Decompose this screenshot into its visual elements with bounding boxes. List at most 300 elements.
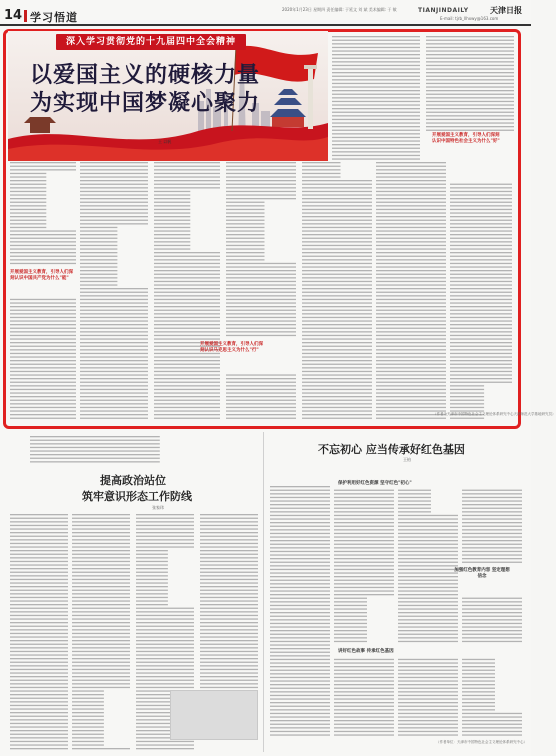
text-line — [72, 636, 130, 637]
text-line — [376, 403, 446, 404]
text-line — [376, 277, 446, 278]
text-line — [334, 490, 394, 491]
feature-banner — [8, 31, 328, 161]
text-line — [10, 353, 76, 354]
text-line — [450, 266, 512, 267]
text-line — [154, 302, 220, 303]
text-line — [154, 234, 190, 235]
text-line — [10, 367, 76, 368]
feature-kicker: 深入学习贯彻党的十九届四中全会精神 — [56, 34, 246, 50]
text-line — [376, 256, 446, 257]
text-line — [302, 270, 372, 271]
text-line — [80, 216, 148, 217]
text-line — [72, 561, 130, 562]
text-line — [270, 572, 330, 573]
text-line — [72, 525, 130, 526]
text-line — [226, 205, 265, 206]
text-line — [200, 633, 258, 634]
text-line — [10, 371, 76, 372]
text-line — [270, 576, 330, 577]
text-line — [334, 605, 367, 606]
text-line — [154, 407, 220, 408]
text-line — [334, 558, 394, 559]
text-line — [72, 658, 130, 659]
text-line — [450, 187, 512, 188]
text-line — [398, 706, 458, 707]
text-line — [10, 212, 46, 213]
text-line — [398, 580, 458, 581]
text-line — [154, 166, 220, 167]
text-line — [302, 184, 372, 185]
text-line — [154, 252, 220, 253]
text-line — [398, 680, 458, 681]
text-line — [270, 601, 330, 602]
text-line — [450, 396, 484, 397]
text-line — [332, 79, 420, 80]
text-line — [398, 713, 458, 714]
text-line — [226, 284, 296, 285]
text-line — [10, 521, 68, 522]
text-line — [72, 586, 130, 587]
text-line — [376, 288, 446, 289]
text-line — [332, 47, 420, 48]
text-line — [154, 270, 220, 271]
text-line — [80, 205, 148, 206]
text-line — [376, 241, 446, 242]
text-line — [10, 418, 76, 419]
text-line — [10, 320, 76, 321]
text-line — [332, 36, 420, 37]
text-line — [270, 716, 330, 717]
text-line — [302, 360, 372, 361]
text-line — [450, 299, 512, 300]
text-line — [72, 744, 104, 745]
text-line — [72, 701, 104, 702]
text-line — [72, 672, 130, 673]
text-line — [72, 734, 104, 735]
text-line — [154, 259, 220, 260]
text-line — [450, 194, 512, 195]
text-line — [10, 356, 76, 357]
text-line — [398, 587, 458, 588]
text-line — [136, 633, 194, 634]
text-line — [72, 536, 130, 537]
text-line — [80, 238, 117, 239]
text-line — [226, 223, 265, 224]
text-line — [270, 630, 330, 631]
text-line — [10, 310, 76, 311]
text-line — [334, 626, 367, 627]
text-line — [426, 40, 514, 41]
text-line — [10, 687, 68, 688]
text-line — [80, 328, 148, 329]
text-line — [270, 490, 330, 491]
text-line — [334, 511, 394, 512]
text-line — [376, 310, 446, 311]
text-line — [462, 659, 495, 660]
text-line — [426, 122, 514, 123]
text-line — [450, 385, 484, 386]
text-line — [450, 284, 512, 285]
text-line — [376, 324, 446, 325]
text-line — [226, 198, 296, 199]
text-line — [226, 320, 296, 321]
column-divider — [263, 432, 264, 752]
text-line — [136, 644, 194, 645]
text-line — [226, 252, 265, 253]
text-line — [80, 306, 148, 307]
text-line — [10, 202, 46, 203]
text-line — [302, 198, 372, 199]
text-line — [226, 324, 296, 325]
text-line — [136, 554, 168, 555]
text-line — [10, 716, 68, 717]
text-line — [10, 360, 76, 361]
text-line — [10, 378, 76, 379]
text-line — [72, 665, 130, 666]
text-line — [334, 554, 394, 555]
text-line — [30, 454, 160, 455]
text-line — [334, 547, 394, 548]
text-line — [10, 532, 68, 533]
text-line — [334, 529, 394, 530]
text-line — [376, 270, 446, 271]
text-line — [302, 331, 372, 332]
text-line — [80, 191, 148, 192]
text-line — [462, 706, 495, 707]
text-line — [226, 317, 296, 318]
text-line — [30, 440, 160, 441]
text-line — [10, 633, 68, 634]
text-line — [450, 313, 512, 314]
text-line — [136, 647, 194, 648]
text-line — [334, 569, 394, 570]
text-line — [80, 274, 117, 275]
text-line — [302, 328, 372, 329]
text-line — [10, 403, 76, 404]
text-line — [398, 497, 431, 498]
text-line — [450, 302, 512, 303]
text-line — [450, 292, 512, 293]
text-line — [450, 184, 512, 185]
text-line — [376, 292, 446, 293]
text-line — [376, 313, 446, 314]
text-line — [154, 331, 220, 332]
text-line — [376, 216, 446, 217]
text-line — [200, 550, 258, 551]
text-line — [334, 709, 394, 710]
text-line — [154, 396, 220, 397]
text-line — [462, 551, 522, 552]
text-line — [10, 410, 76, 411]
text-line — [154, 306, 220, 307]
text-line — [302, 284, 372, 285]
text-line — [80, 180, 148, 181]
text-line — [80, 184, 148, 185]
text-line — [302, 324, 372, 325]
text-line — [80, 248, 117, 249]
text-line — [426, 94, 514, 95]
text-line — [226, 410, 296, 411]
text-line — [270, 670, 330, 671]
text-line — [334, 612, 367, 613]
text-line — [450, 252, 512, 253]
text-line — [72, 662, 130, 663]
text-line — [398, 724, 458, 725]
text-line — [10, 665, 68, 666]
text-line — [450, 324, 512, 325]
text-line — [10, 744, 68, 745]
text-line — [450, 338, 512, 339]
text-line — [302, 288, 372, 289]
text-line — [334, 526, 394, 527]
text-line — [334, 720, 394, 721]
text-line — [376, 176, 446, 177]
text-line — [398, 702, 458, 703]
text-line — [10, 299, 76, 300]
text-line — [334, 576, 394, 577]
text-line — [10, 306, 76, 307]
text-line — [72, 737, 104, 738]
text-line — [80, 202, 148, 203]
text-line — [200, 644, 258, 645]
text-line — [462, 515, 522, 516]
text-line — [154, 176, 220, 177]
text-line — [376, 328, 446, 329]
text-line — [154, 180, 220, 181]
text-line — [72, 654, 130, 655]
text-line — [136, 622, 194, 623]
text-line — [462, 709, 495, 710]
text-line — [226, 266, 296, 267]
text-line — [136, 640, 194, 641]
text-line — [302, 180, 372, 181]
text-line — [10, 723, 68, 724]
text-line — [80, 173, 148, 174]
text-line — [10, 518, 68, 519]
text-line — [398, 515, 458, 516]
text-line — [462, 662, 495, 663]
text-line — [226, 335, 296, 336]
text-line — [10, 335, 76, 336]
text-line — [200, 611, 258, 612]
text-line — [270, 659, 330, 660]
text-line — [72, 514, 130, 515]
text-line — [302, 209, 372, 210]
text-line — [450, 317, 512, 318]
pull-quote-2: 开展爱国主义教育，引导人们深刻认识中国特色社会主义为什么"好" — [432, 133, 500, 144]
text-line — [332, 54, 420, 55]
text-line — [376, 166, 446, 167]
text-line — [334, 727, 394, 728]
text-line — [10, 741, 68, 742]
text-line — [398, 576, 458, 577]
text-line — [270, 529, 330, 530]
text-line — [398, 688, 458, 689]
text-line — [302, 410, 372, 411]
text-line — [154, 202, 190, 203]
text-line — [398, 637, 458, 638]
text-line — [426, 43, 514, 44]
text-line — [270, 605, 330, 606]
text-line — [80, 252, 117, 253]
masthead — [0, 0, 531, 26]
text-line — [270, 713, 330, 714]
text-line — [376, 338, 446, 339]
text-line — [226, 292, 296, 293]
text-line — [136, 629, 194, 630]
text-line — [136, 532, 194, 533]
text-line — [398, 670, 458, 671]
text-line — [332, 155, 420, 156]
text-line — [154, 385, 220, 386]
text-line — [136, 572, 168, 573]
text-line — [302, 256, 372, 257]
text-line — [334, 601, 367, 602]
masthead-rule — [0, 24, 531, 26]
text-line — [136, 669, 194, 670]
lower-right-side-quote: 加强红色教育内容 坚定理想信念 — [454, 568, 510, 579]
text-line — [462, 680, 495, 681]
text-line — [80, 364, 148, 365]
text-line — [426, 54, 514, 55]
text-line — [302, 338, 372, 339]
text-line — [398, 522, 458, 523]
text-line — [376, 400, 446, 401]
text-line — [450, 407, 484, 408]
text-line — [334, 691, 394, 692]
text-line — [398, 594, 458, 595]
text-line — [154, 328, 220, 329]
text-line — [398, 666, 458, 667]
text-line — [200, 597, 258, 598]
text-line — [270, 608, 330, 609]
text-line — [334, 572, 394, 573]
text-line — [80, 367, 148, 368]
text-line — [270, 515, 330, 516]
text-line — [450, 418, 484, 419]
text-line — [10, 194, 46, 195]
text-line — [72, 741, 104, 742]
text-line — [450, 205, 512, 206]
text-line — [200, 554, 258, 555]
text-line — [80, 223, 148, 224]
text-line — [398, 634, 458, 635]
text-line — [332, 115, 420, 116]
text-line — [10, 726, 68, 727]
text-line — [302, 403, 372, 404]
text-line — [154, 364, 220, 365]
text-line — [10, 317, 76, 318]
text-line — [80, 198, 148, 199]
text-line — [270, 673, 330, 674]
text-line — [302, 317, 372, 318]
text-line — [302, 277, 372, 278]
text-line — [334, 515, 394, 516]
text-line — [398, 544, 458, 545]
text-line — [450, 256, 512, 257]
text-line — [10, 389, 76, 390]
text-line — [426, 97, 514, 98]
text-line — [30, 461, 160, 462]
text-line — [72, 683, 130, 684]
text-line — [10, 694, 68, 695]
text-line — [334, 608, 367, 609]
text-line — [426, 58, 514, 59]
text-line — [462, 558, 522, 559]
text-line — [200, 582, 258, 583]
text-line — [462, 691, 495, 692]
text-line — [332, 83, 420, 84]
text-line — [462, 605, 522, 606]
text-line — [226, 270, 296, 271]
text-line — [270, 706, 330, 707]
text-line — [450, 295, 512, 296]
text-line — [10, 205, 46, 206]
text-line — [72, 615, 130, 616]
text-line — [226, 180, 296, 181]
text-line — [334, 540, 394, 541]
text-line — [10, 338, 76, 339]
text-line — [10, 734, 68, 735]
text-line — [80, 230, 117, 231]
text-line — [398, 518, 458, 519]
text-line — [226, 389, 296, 390]
text-line — [136, 680, 194, 681]
text-line — [462, 727, 522, 728]
text-line — [136, 608, 194, 609]
text-line — [398, 731, 458, 732]
text-line — [450, 353, 512, 354]
text-line — [334, 533, 394, 534]
text-line — [200, 662, 258, 663]
text-line — [80, 356, 148, 357]
text-line — [332, 137, 420, 138]
lower-right-body-text — [268, 466, 526, 752]
text-line — [80, 259, 117, 260]
text-line — [72, 557, 130, 558]
text-line — [462, 554, 522, 555]
text-line — [10, 180, 46, 181]
text-line — [10, 647, 68, 648]
text-line — [136, 514, 194, 515]
text-line — [450, 209, 512, 210]
text-line — [462, 504, 522, 505]
text-line — [376, 191, 446, 192]
text-line — [450, 223, 512, 224]
text-line — [80, 418, 148, 419]
feature-author-note: （作者为天津市中国特色社会主义理论体系研究中心天津师范大学基地研究员） — [433, 412, 556, 416]
text-line — [136, 665, 194, 666]
text-line — [398, 630, 458, 631]
paper-name-en: TIANJINDAILY — [418, 7, 469, 14]
text-line — [72, 608, 130, 609]
text-line — [10, 245, 76, 246]
text-line — [332, 112, 420, 113]
text-line — [154, 418, 220, 419]
text-line — [10, 712, 68, 713]
text-line — [270, 691, 330, 692]
text-line — [72, 543, 130, 544]
text-line — [302, 367, 372, 368]
text-line — [10, 241, 76, 242]
text-line — [302, 202, 372, 203]
text-line — [332, 148, 420, 149]
text-line — [332, 119, 420, 120]
text-line — [462, 533, 522, 534]
lower-left-title-line-1: 提高政治站位 — [100, 474, 166, 487]
text-line — [136, 662, 194, 663]
